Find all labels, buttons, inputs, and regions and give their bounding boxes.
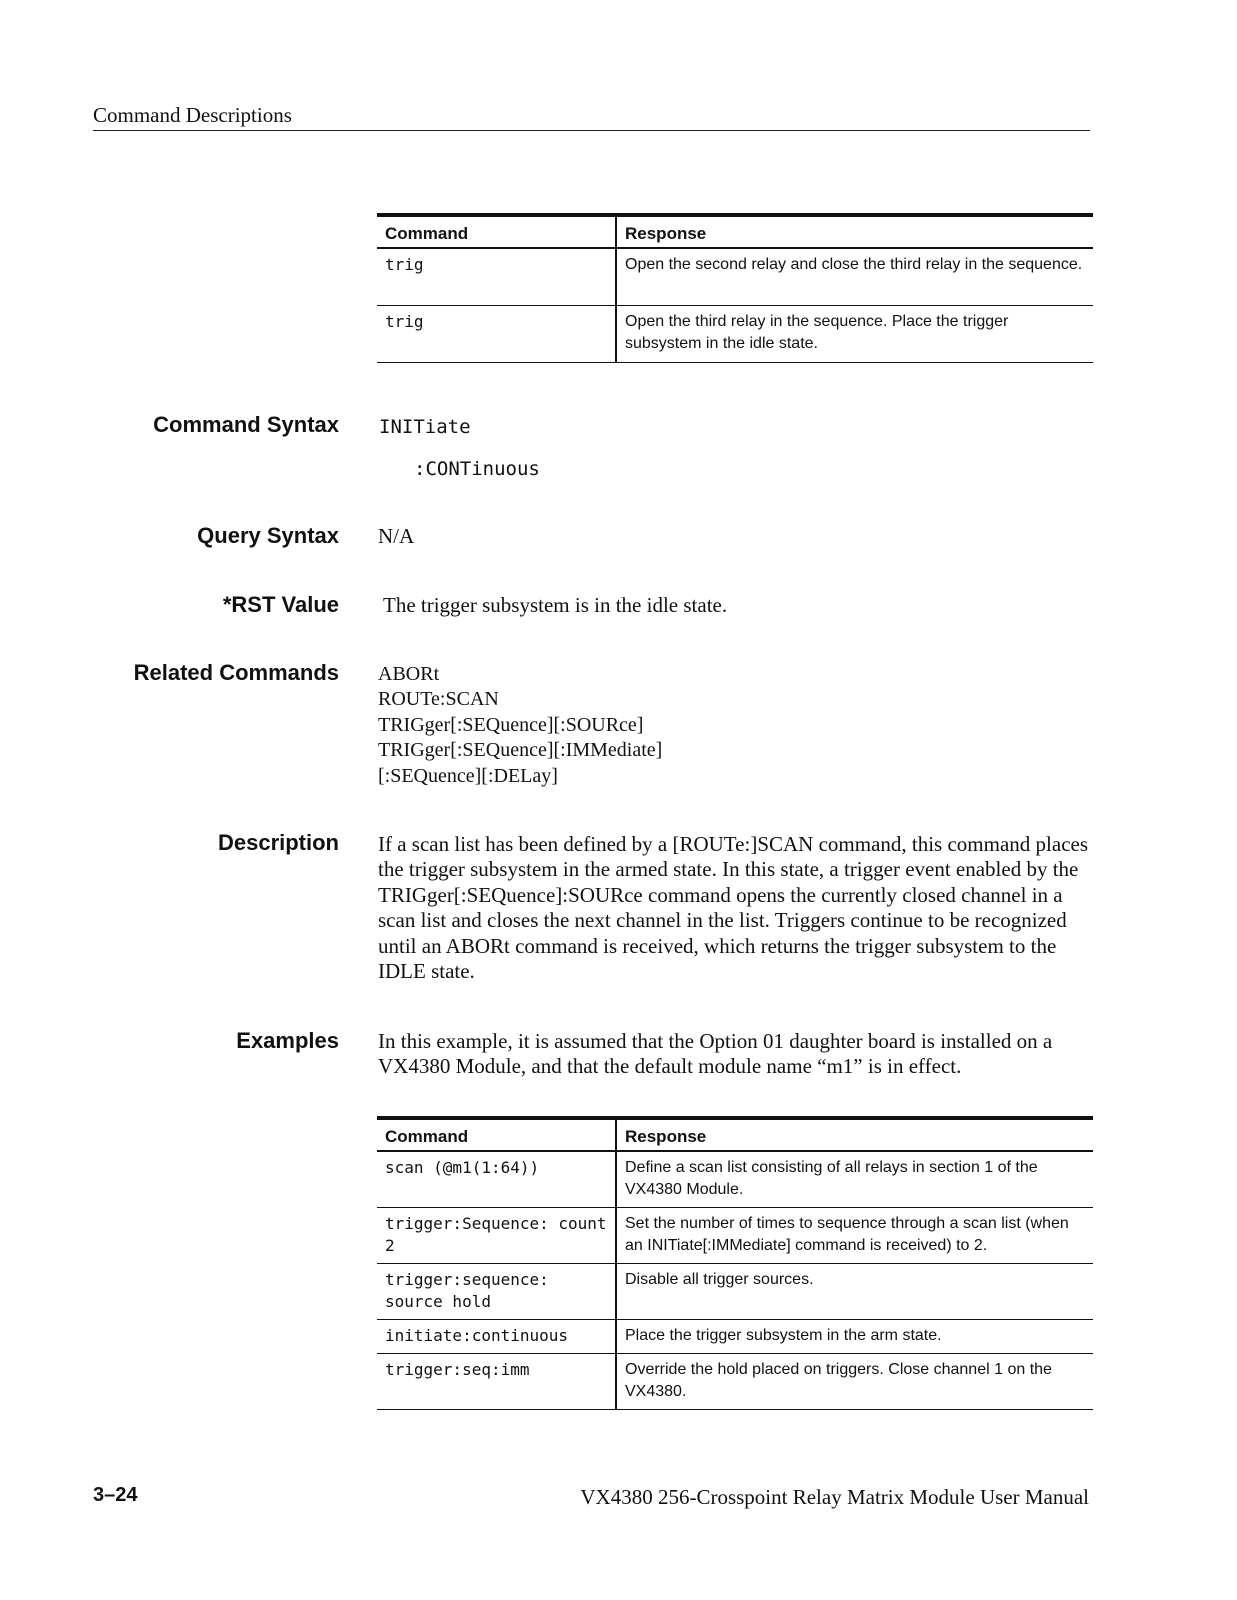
response-cell: Open the third relay in the sequence. Place the trigger subsystem in the idle state. (616, 306, 1093, 363)
table-row (377, 1208, 1093, 1264)
examples-text: In this example, it is assumed that the Option 01 daughter board is installed on a VX4380 Module, and that the default module name “m1” is in effect. (378, 1029, 1053, 1079)
query-syntax-label: Query Syntax (197, 523, 339, 548)
response-cell: Set the number of times to sequence through a scan list (when an INITiate[:IMMediate] command is received) to 2. (616, 1208, 1093, 1264)
command-cell: initiate:continuous (377, 1320, 616, 1354)
column-header-command: Command (377, 1118, 616, 1151)
response-cell: Open the second relay and close the third relay in the sequence. (616, 248, 1093, 306)
page-number: 3–24 (93, 1484, 138, 1506)
command-cell: trigger:seq:imm (377, 1354, 616, 1410)
response-cell: Define a scan list consisting of all relays in section 1 of the VX4380 Module. (616, 1151, 1093, 1208)
command-syntax-line2: :CONTinuous (414, 458, 540, 480)
manual-title: VX4380 256-Crosspoint Relay Matrix Module User Manual (580, 1485, 1089, 1509)
table-row (377, 306, 1093, 363)
table-row (377, 1151, 1093, 1208)
related-command-item: ABORt (378, 663, 440, 685)
command-cell: trig (377, 306, 616, 363)
command-cell: trigger:Sequence: count 2 (377, 1208, 616, 1264)
examples-label: Examples (236, 1028, 339, 1053)
command-cell: scan (@m1(1:64)) (377, 1151, 616, 1208)
column-header-command: Command (377, 215, 616, 248)
command-cell: trig (377, 248, 616, 306)
related-commands-label: Related Commands (133, 660, 339, 685)
related-commands-list (378, 662, 662, 789)
rst-value-text: The trigger subsystem is in the idle state. (383, 593, 728, 617)
description-label: Description (217, 830, 339, 855)
related-command-item: ROUTe:SCAN (378, 688, 499, 711)
response-cell: Override the hold placed on triggers. Close channel 1 on the VX4380. (616, 1354, 1093, 1410)
response-cell: Place the trigger subsystem in the arm state. (616, 1320, 1093, 1354)
command-table-2 (377, 1116, 1093, 1410)
rst-value-label: *RST Value (222, 592, 339, 617)
related-command-item: TRIGger[:SEQuence][:SOURce] (378, 713, 644, 736)
column-header-response: Response (616, 1118, 1093, 1151)
command-cell: trigger:sequence: source hold (377, 1264, 616, 1320)
related-command-item: [:SEQuence][:DELay] (378, 764, 558, 787)
running-head: Command Descriptions (93, 103, 292, 127)
table-row (377, 248, 1093, 306)
description-text: If a scan list has been defined by a [ROUTe:]SCAN command, this command places the trigger subsystem in the armed state. In this state, a trigger event enabled by the TRIGger[:SEQuence]:SOURce command opens the currently closed channel in a scan list and closes the next channel in the list. Triggers continue to be recognized until an ABORt command is received, which returns the trigger subsystem to the IDLE state. (378, 832, 1089, 984)
column-header-response: Response (616, 215, 1093, 248)
header-rule (93, 130, 1090, 131)
table-row (377, 1354, 1093, 1410)
related-command-item: TRIGger[:SEQuence][:IMMediate] (378, 739, 663, 762)
response-cell: Disable all trigger sources. (616, 1264, 1093, 1320)
query-syntax-value: N/A (378, 524, 415, 548)
command-table-1 (377, 213, 1093, 363)
command-syntax-line1: INITiate (379, 416, 471, 438)
table-row (377, 1264, 1093, 1320)
table-row (377, 1320, 1093, 1354)
command-syntax-label: Command Syntax (153, 412, 339, 437)
